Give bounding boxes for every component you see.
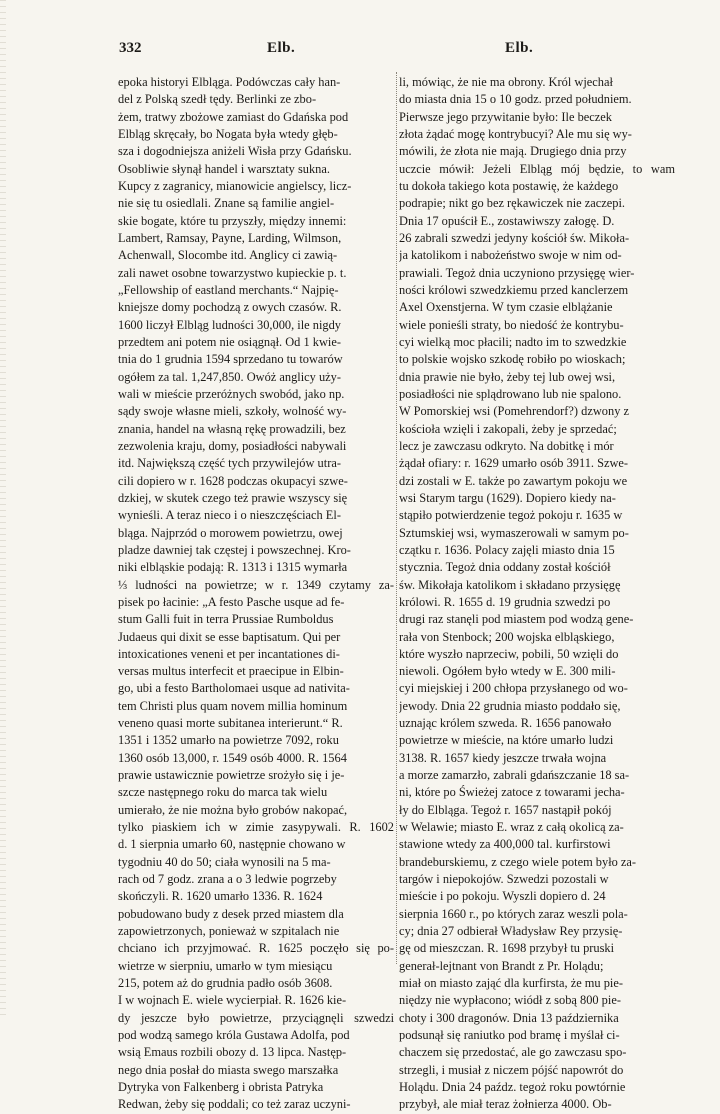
text-line: 215, potem aż do grudnia padło osób 3608. [118,976,333,991]
text-line: „Fellowship of eastland merchants.“ Najpię- [118,282,339,297]
text-line: Elbląg skręcały, bo Nogata była wtedy głęb- [118,126,338,141]
text-line: 1351 i 1352 umarło na powietrze 7092, roku [118,733,339,748]
text-line: sądy swoje własne mieli, szkoły, wolność wy- [118,404,347,419]
text-line: stum Galli fuit in terra Prussiae Rumboldus [118,612,334,627]
text-line: czątku r. 1636. Polacy zajęli miasto dnia 15 [399,542,615,557]
text-line: uczcie mówił: Jeżeli Elbląg mój będzie, to wam [399,161,675,176]
text-line: tem Christi plus quam novem millia hominum [118,698,348,713]
text-line: ⅓ ludności na powietrze; w r. 1349 czytamy za- [118,577,394,592]
text-line: stąpiło potwierdzenie tegoż pokoju r. 1635 w [399,508,623,523]
text-line: pladze dawniej tak częstej i powszechnej. Kro- [118,542,351,557]
text-line: ni, które po Świeżej zatoce z towarami jecha- [399,785,625,800]
text-line: prawie ustawicznie powietrze srożyło się i je- [118,768,345,783]
text-line: Osobliwie słynął handel i warsztaty sukna. [118,161,330,176]
text-line: tnia do 1 grudnia 1594 sprzedano tu towarów [118,352,343,367]
text-line: przybył, ale miał teraz żołnierza 4000. Ob- [399,1097,612,1112]
text-line: Judaeus qui dixit se esse baptisatum. Qui per [118,629,341,644]
text-line: Dytryka von Falkenberg i obrista Patryka [118,1080,324,1095]
text-line: wietrze w sierpniu, umarło w tym miesiącu [118,958,333,973]
scan-edge-texture [0,0,6,1016]
page-number: 332 [119,40,142,56]
text-line: choty i 300 dragonów. Dnia 13 października [399,1010,619,1025]
text-line: I w wojnach E. wiele wycierpiał. R. 1626 kie- [118,993,347,1008]
text-line: zali nawet osobne towarzystwo kupieckie p. t. [118,265,347,280]
text-line: versas multus interfecit et praecipue in Elbin- [118,664,344,679]
text-line: wynieśli. A teraz nieco i o nieszczęściach El- [118,508,341,523]
text-line: jewody. Dnia 22 grudnia miasto poddało się, [399,698,621,713]
text-line: pisek po łacinie: „A festo Pasche usque ad fe- [118,594,345,609]
text-line: dzi zostali w E. także po zawartym pokoju we [399,473,628,488]
text-line: Redwan, żeby się poddali; co też zaraz uczyni- [118,1097,351,1112]
text-line: tygodniu 40 do 50; ciała wynosili na 5 ma- [118,854,331,869]
text-line: intoxicationes veneni et per incantationes di- [118,646,340,661]
text-line: 3138. R. 1657 kiedy jeszcze trwała wojna [399,750,607,765]
text-line: Lambert, Ramsay, Payne, Larding, Wilmson, [118,230,342,245]
text-line: d. 1 sierpnia umarło 60, następnie chowano w [118,837,346,852]
text-line: ogółem za tal. 1,247,850. Owóż anglicy uży- [118,369,341,384]
text-line: do miasta dnia 15 o 10 godz. przed południem. [399,92,632,107]
text-line: itd. Największą część tych przywilejów utra- [118,456,341,471]
text-line: zapowietrzonych, ponieważ w szpitalach nie [118,924,340,939]
text-line: chciano ich przyjmować. R. 1625 poczęło się po- [118,941,394,956]
text-line: Holądu. Dnia 24 paźdz. tegoż roku powtórnie [399,1080,626,1095]
right-text-column [399,74,675,1112]
text-line: W Pomorskiej wsi (Pomehrendorf?) dzwony z [399,404,629,419]
text-line: św. Mikołaja katolikom i składano przysięgę [399,577,621,592]
text-line: wsią Emaus rozbili obozy d. 13 lipca. Następ- [118,1045,347,1060]
text-line: rach od 7 godz. zrana a o 3 ledwie pogrzeby [118,872,337,887]
text-line: ły do Elbląga. Tegoż r. 1657 nastąpił pokój [399,802,612,817]
text-line: skie bogate, które tu przyszły, między innemi: [118,213,347,228]
text-line: stawione wtedy za 400,000 tal. kurfirstowi [399,837,611,852]
text-line: 26 zabrali szwedzi jedyny kościół św. Mikoła- [399,230,630,245]
text-line: kniejsze domy pochodzą z owych czasów. R. [118,300,342,315]
text-line: Achenwall, Slocombe itd. Anglicy ci zawią- [118,248,338,263]
left-text-column [118,74,394,1112]
text-line: del z Polską szedł tędy. Berlinki ze zbo- [118,92,317,107]
text-line: żądał ofiary: r. 1629 umarło osób 3911. Szwe- [399,456,629,471]
text-line: które wyszło naprzeciw, pobili, 50 wzięli do [399,646,619,661]
text-line: cy; dnia 27 odbierał Władysław Rey przysię- [399,924,623,939]
text-line: żem, tratwy zbożowe zamiast do Gdańska pod [118,109,349,124]
text-line: zezwolenia kraju, domy, posiadłości nabywali [118,438,347,453]
text-line: stycznia. Tegoż dnia oddany został kościół [399,560,611,575]
text-line: rała von Stenbock; 200 wojska elbląskiego, [399,629,615,644]
text-line: lecz je zawczasu odkryto. Na dobitkę i mór [399,438,614,453]
text-line: li, mówiąc, że nie ma obrony. Król wjechał [399,75,613,89]
text-line: cili dopiero w r. 1628 podczas okupacyi szwe- [118,473,348,488]
text-line: umierało, że nie można było grobów nakopać, [118,802,348,817]
text-line: dzkiej, w skutek czego też prawie wszyscy się [118,490,348,505]
text-line: złota żądać mogę kontrybucyi? Ale mu się wy- [399,126,632,141]
text-line: znania, handel na własną rękę prowadzili, bez [118,421,346,436]
text-line: veneno quasi morte subitanea interierunt.“ R. [118,716,343,731]
text-line: go, ubi a festo Bartholomaei usque ad nativita- [118,681,350,696]
text-line: gę od mieszczan. R. 1698 przybył tu pruski [399,941,615,956]
text-line: podrapie; nikt go bez rękawiczek nie zaczepi. [399,196,626,211]
text-line: drugi raz stanęli pod miastem pod wodzą gene- [399,612,634,627]
text-line: pod wodzą samego króla Gustawa Adolfa, pod [118,1028,350,1043]
running-header [0,40,720,60]
text-line: niki elbląskie podają: R. 1313 i 1315 wymarła [118,560,348,575]
text-line: a morze zamarzło, zabrali gdańszczanie 18 sa- [399,768,630,783]
text-line: to polskie wojsko szkodę robiło po wioskach; [399,352,626,367]
text-line: prawiali. Tegoż dnia uczyniono przysięgę wier- [399,265,635,280]
text-line: Axel Oxenstjerna. W tym czasie elblążanie [399,300,613,315]
text-line: mówili, że złota nie mają. Drugiego dnia przy [399,144,627,159]
text-line: pobudowano budy z desek przed miastem dla [118,906,344,921]
text-line: sierpnia 1660 r., po których zaraz weszli pola- [399,906,628,921]
text-line: szcze następnego roku do marca tak wielu [118,785,328,800]
text-line: Pierwsze jego przywitanie było: Ile beczek [399,109,612,124]
text-line: przedtem ani potem nie osiągnął. Od 1 kwie- [118,334,341,349]
text-line: miał on miasto zająć dla kurfirsta, że mu pie- [399,976,623,991]
text-line: dnia prawie nie było, żeby tej lub owej wsi, [399,369,616,384]
running-head-left: Elb. [267,40,296,56]
text-line: powietrze w mieście, na które umarło ludzi [399,733,614,748]
text-line: bląga. Najprzód o morowem powietrzu, owej [118,525,343,540]
text-line: kościoła wzięli i zakopali, żeby je sprzedać; [399,421,617,436]
text-line: tu dokoła takiego kota postawię, że każdego [399,178,619,193]
text-line: mieście i po pokoju. Wyszli dopiero d. 24 [399,889,606,904]
text-line: Dnia 17 opuścił E., zostawiwszy załogę. D. [399,213,615,228]
text-line: tylko piaskiem ich w zimie zasypywali. R. 1602 [118,820,394,835]
text-line: wali w mieście przeróżnych swobód, jako np. [118,386,345,401]
column-divider [396,72,397,964]
text-line: generał-lejtnant von Brandt z Pr. Holądu; [399,958,604,973]
text-line: posiadłości nie splądrowano lub nie spalono. [399,386,622,401]
text-line: uznając królem szweda. R. 1656 panowało [399,716,612,731]
text-line: wsi Starym targu (1629). Dopiero kiedy na- [399,490,616,505]
text-line: targów i niepokojów. Szwedzi pozostali w [399,872,609,887]
text-line: sza i dogodniejsza aniżeli Wisła przy Gdańsku. [118,144,352,159]
text-line: 1600 liczył Elbląg ludności 30,000, ile nigdy [118,317,342,332]
text-line: nie się tu osiedlali. Znane są familie angiel- [118,196,335,211]
text-line: ności królowi szwedzkiemu przed kanclerzem [399,282,629,297]
running-head-right: Elb. [505,40,534,56]
text-line: niewoli. Ogółem było wtedy w E. 300 mili- [399,664,616,679]
text-line: królowi. R. 1655 d. 19 grudnia szwedzi po [399,594,611,609]
text-line: niędzy nie wypłacono; wiódł z sobą 800 pie- [399,993,621,1008]
text-line: epoka historyi Elbląga. Podówczas cały han- [118,75,341,89]
text-line: cyi miejskiej i 200 chłopa przysłanego od wo- [399,681,628,696]
text-line: Sztumskiej wsi, wymaszerowali w samym po- [399,525,629,540]
text-line: strzegli, i musiał z niczem pójść napowrót do [399,1062,624,1077]
text-line: chaczem się przedostać, ale go zawczasu spo- [399,1045,627,1060]
text-line: skończyli. R. 1620 umarło 1336. R. 1624 [118,889,323,904]
text-line: nego dnia posłał do miasta swego marszałka [118,1062,339,1077]
text-line: w Welawie; miasto E. wraz z całą okolicą za- [399,820,624,835]
text-line: Kupcy z zagranicy, mianowicie angielscy, licz- [118,178,352,193]
text-line: brandeburskiemu, z czego wiele potem było za- [399,854,637,869]
text-line: podsunął się raniutko pod bramę i myślał ci- [399,1028,620,1043]
text-line: dy jeszcze było powietrze, przyciągnęli szwedzi [118,1010,394,1025]
text-line: cyi wielką moc płacili; nadto im to szwedzkie [399,334,627,349]
text-line: 1360 osób 13,000, r. 1549 osób 4000. R. 1564 [118,750,347,765]
text-line: ja katolikom i nabożeństwo swoje w nim od- [399,248,622,263]
text-line: wiele ponieśli straty, bo niedość że kontrybu- [399,317,624,332]
